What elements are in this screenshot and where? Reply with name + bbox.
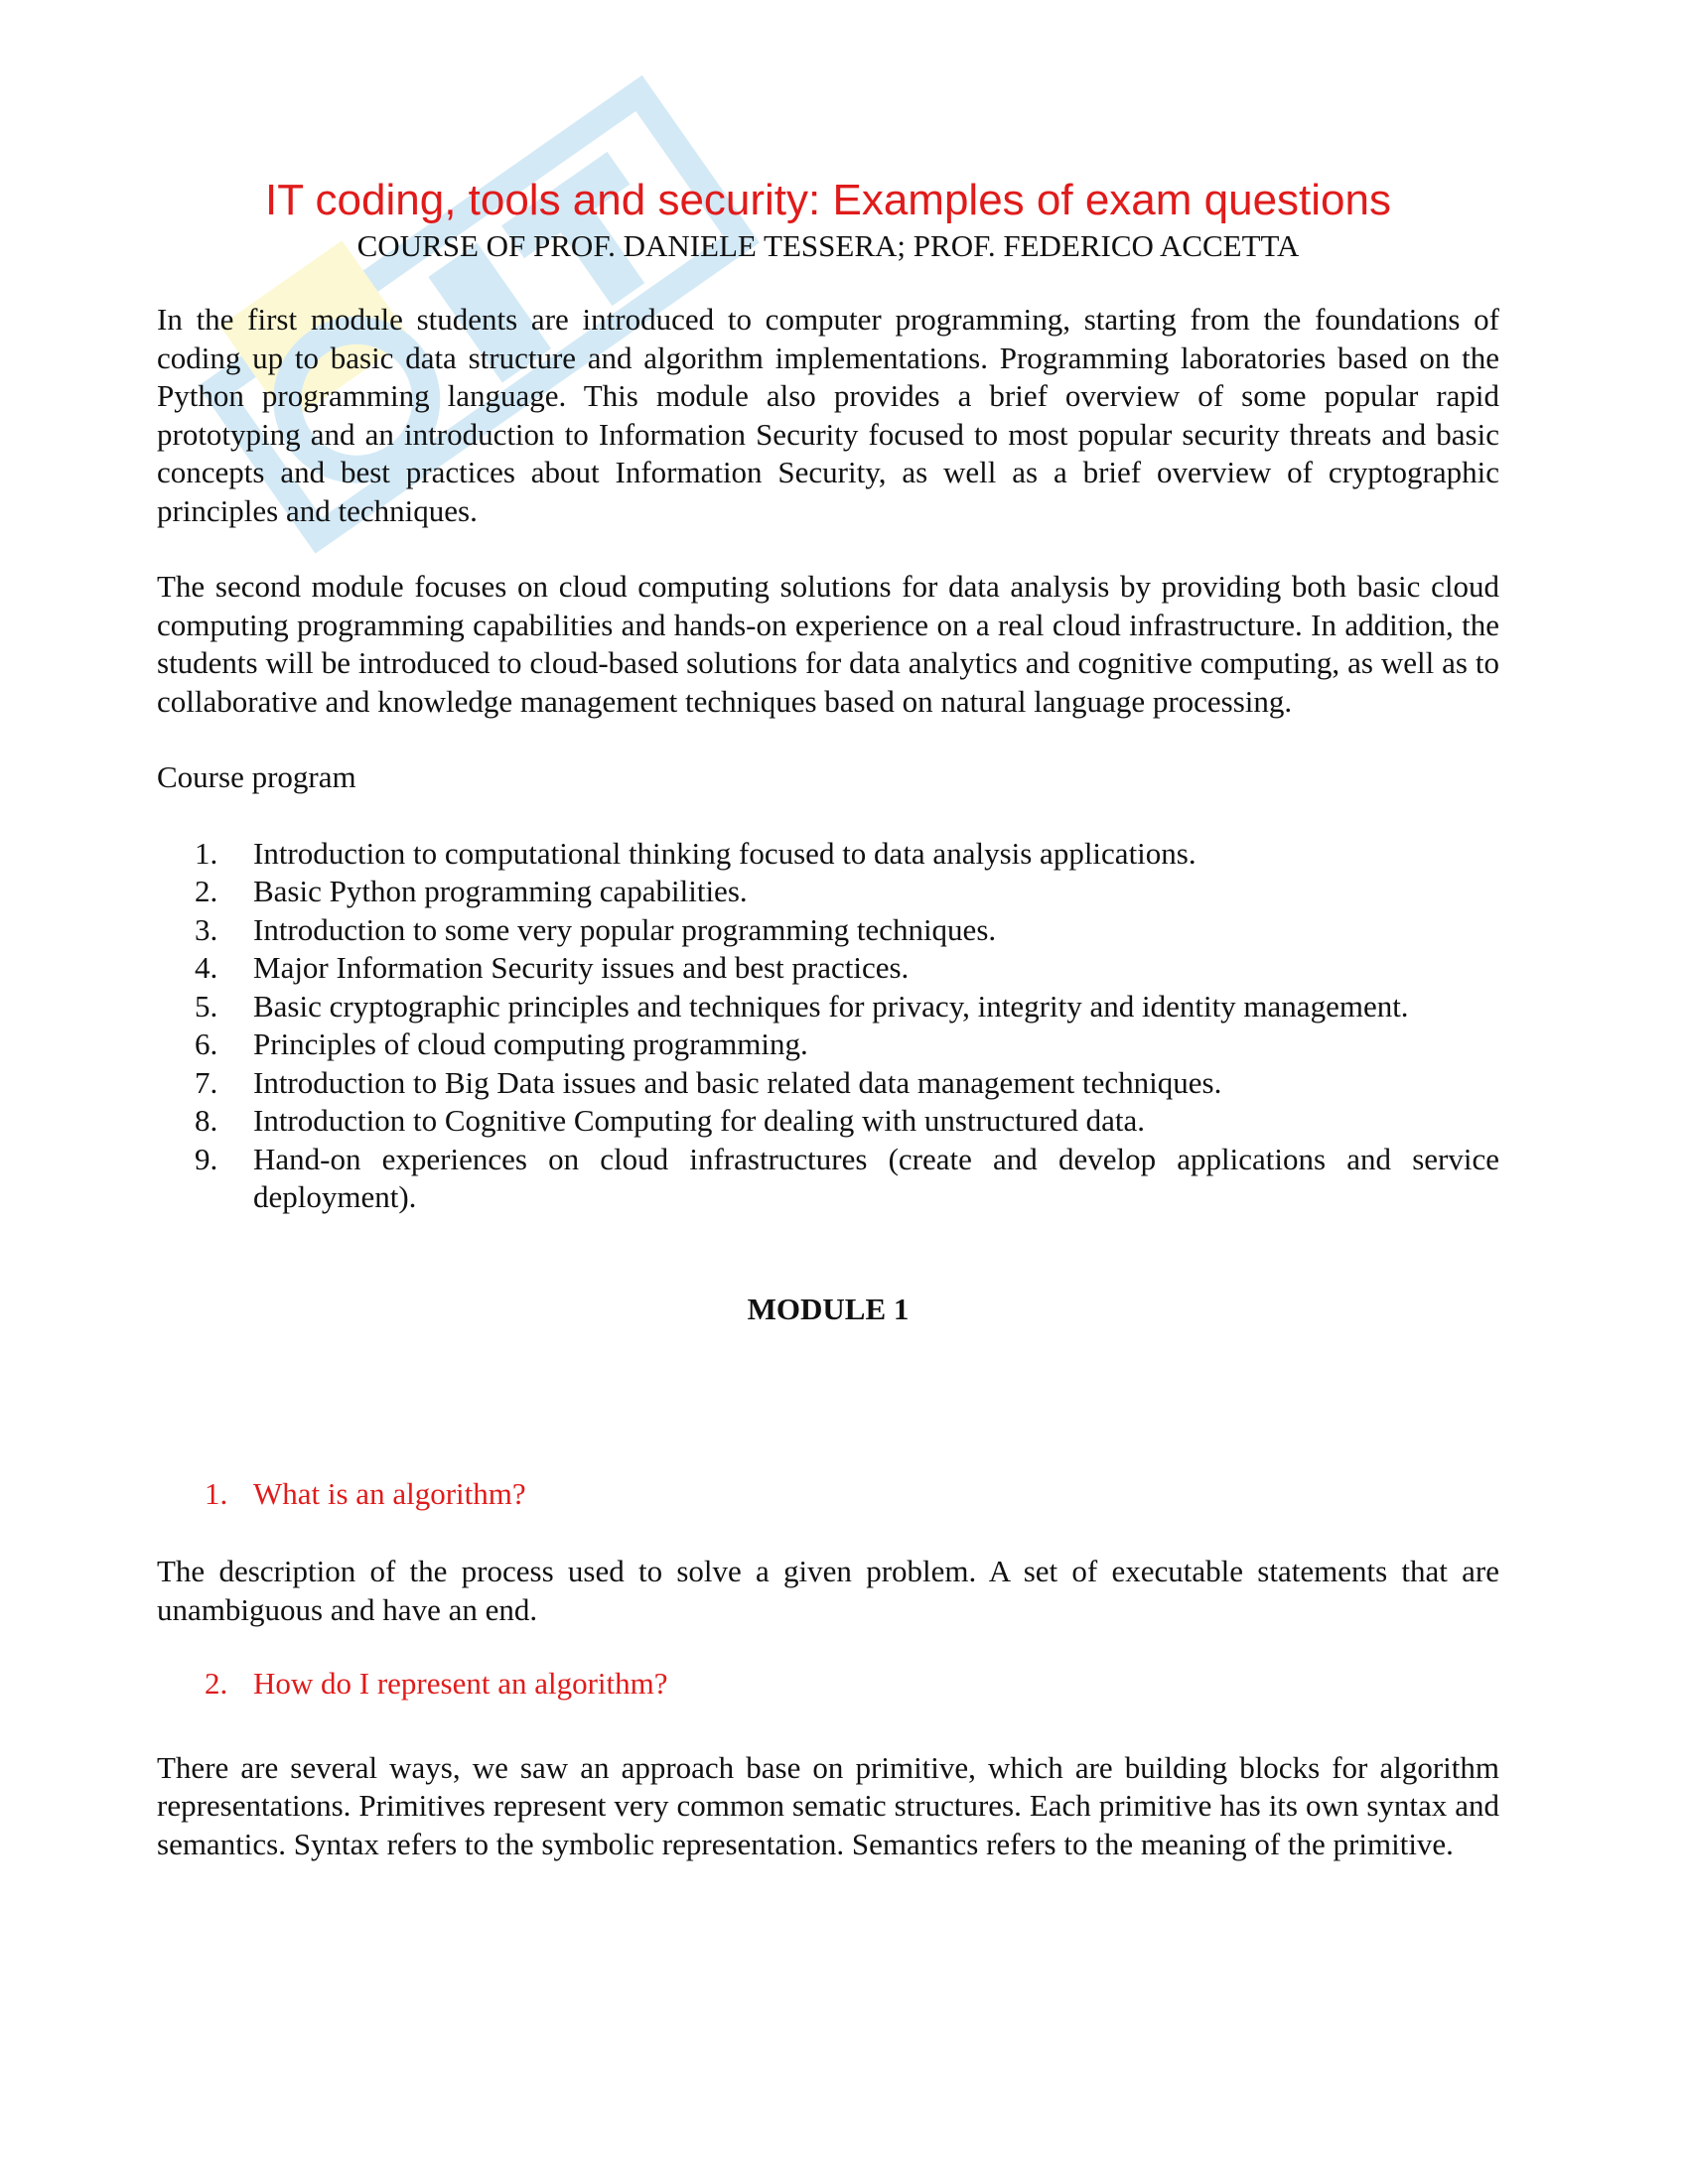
- list-item-text: Basic cryptographic principles and techniques for privacy, integrity and identity management.: [253, 988, 1409, 1024]
- list-item-text: Principles of cloud computing programming.: [253, 1026, 808, 1061]
- course-program-list: [157, 835, 1499, 1217]
- list-item: [157, 1141, 1499, 1217]
- list-item: [157, 1025, 1499, 1064]
- list-item-text: Basic Python programming capabilities.: [253, 874, 748, 908]
- list-item-number: 6.: [195, 1026, 218, 1061]
- list-item: [157, 1064, 1499, 1103]
- list-item-number: 8.: [195, 1103, 218, 1138]
- document-subtitle: COURSE OF PROF. DANIELE TESSERA; PROF. FEDERICO ACCETTA: [356, 228, 1300, 263]
- list-item-number: 4.: [195, 950, 218, 985]
- module-heading: MODULE 1: [747, 1291, 910, 1326]
- list-item: [157, 835, 1499, 874]
- list-item: [157, 988, 1499, 1026]
- list-item-number: 3.: [195, 911, 218, 947]
- question-number: 1.: [205, 1475, 228, 1511]
- list-item-text: Hand-on experiences on cloud infrastructures (create and develop applications and service deployment).: [253, 1141, 1499, 1214]
- list-item-number: 5.: [195, 988, 218, 1024]
- document-page: [157, 174, 1499, 1901]
- list-item-text: Introduction to Big Data issues and basic related data management techniques.: [253, 1064, 1222, 1100]
- list-item-text: Introduction to Cognitive Computing for dealing with unstructured data.: [253, 1103, 1145, 1138]
- list-item: [157, 911, 1499, 950]
- intro-paragraph-module2: The second module focuses on cloud computing solutions for data analysis by providing both basic cloud computing programming capabilities and hands-on experience on a real cloud infrastructure. In addition, the students will be introduced to cloud-based solutions for data analytics and cognitive computing, as well as to collaborative and knowledge management techniques based on natural language processing.: [157, 569, 1499, 719]
- list-item-number: 9.: [195, 1141, 218, 1176]
- question-text: What is an algorithm?: [253, 1475, 526, 1511]
- list-item-number: 1.: [195, 835, 218, 871]
- course-program-label: Course program: [157, 759, 356, 794]
- question-number: 2.: [205, 1666, 228, 1701]
- document-title: IT coding, tools and security: Examples of exam questions: [265, 176, 1391, 224]
- list-item-text: Introduction to some very popular programming techniques.: [253, 911, 997, 947]
- list-item: [157, 873, 1499, 911]
- list-item-number: 2.: [195, 874, 218, 908]
- list-item-text: Major Information Security issues and best practices.: [253, 950, 910, 985]
- question-2: [157, 1665, 1499, 1704]
- question-1: [157, 1475, 1499, 1514]
- answer-2: There are several ways, we saw an approach base on primitive, which are building blocks for algorithm representations. Primitives represent very common sematic structures. Each primitive has its own syntax and semantics. Syntax refers to the symbolic representation. Semantics refers to the meaning of the primitive.: [157, 1749, 1499, 1861]
- list-item-text: Introduction to computational thinking focused to data analysis applications.: [253, 835, 1196, 871]
- list-item: [157, 1102, 1499, 1141]
- answer-1: The description of the process used to solve a given problem. A set of executable statements that are unambiguous and have an end.: [157, 1554, 1499, 1627]
- list-item-number: 7.: [195, 1064, 218, 1100]
- intro-paragraph-module1: In the first module students are introduced to computer programming, starting from the foundations of coding up to basic data structure and algorithm implementations. Programming laboratories based on the Python programming language. This module also provides a brief overview of some popular rapid prototyping and an introduction to Information Security focused to most popular security threats and basic concepts and best practices about Information Security, as well as a brief overview of cryptographic principles and techniques.: [157, 302, 1499, 528]
- list-item: [157, 949, 1499, 988]
- question-text: How do I represent an algorithm?: [253, 1666, 668, 1701]
